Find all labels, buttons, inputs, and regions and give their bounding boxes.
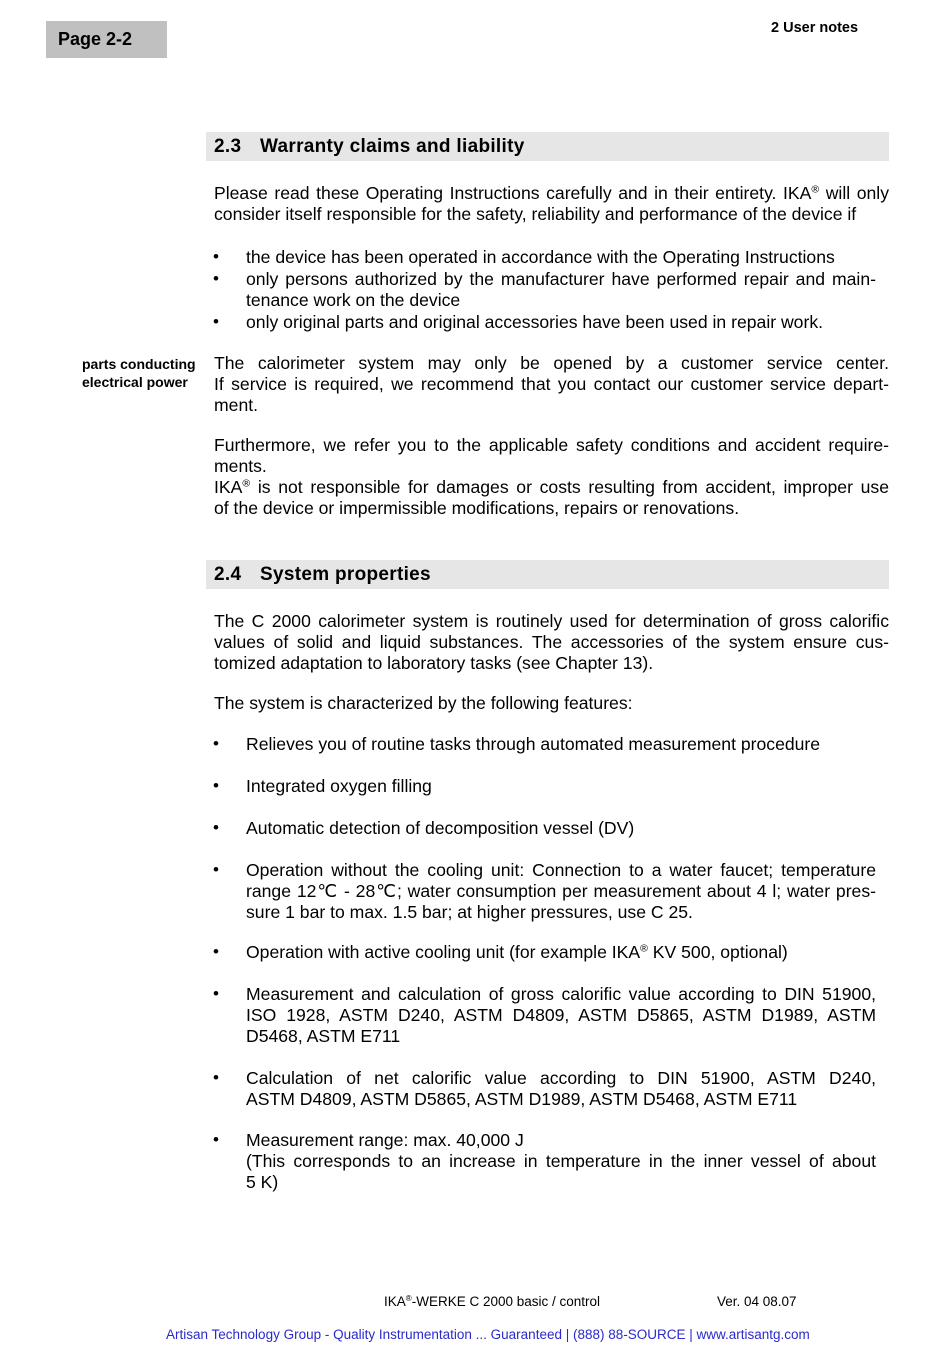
footer-version: Ver. 04 08.07 <box>717 1294 797 1309</box>
paragraph-line: ment. <box>214 395 259 415</box>
bullet-item-line: Integrated oxygen filling <box>246 776 432 796</box>
paragraph-line: consider itself responsible for the safety, reliability and performance of the device if <box>214 204 857 224</box>
bullet-icon: • <box>213 734 219 753</box>
bullet-item-line: only original parts and original accessories have been used in repair work. <box>246 312 824 332</box>
bullet-item-line: sure 1 bar to max. 1.5 bar; at higher pressures, use C 25. <box>246 902 693 922</box>
paragraph-line: values of solid and liquid substances. The accessories of the system ensure cus- <box>214 632 889 652</box>
paragraph-line: IKA® is not responsible for damages or costs resulting from accident, improper use <box>214 477 889 497</box>
paragraph-line: tomized adaptation to laboratory tasks (see Chapter 13). <box>214 653 654 673</box>
paragraph-line: ments. <box>214 456 267 476</box>
paragraph-line: The calorimeter system may only be opened by a customer service center. <box>214 353 889 373</box>
bullet-icon: • <box>213 818 219 837</box>
section-heading-2-3 <box>206 132 889 161</box>
section-title: Warranty claims and liability <box>260 136 525 157</box>
margin-note <box>82 355 196 391</box>
bullet-item-line: ISO 1928, ASTM D240, ASTM D4809, ASTM D5865, ASTM D1989, ASTM <box>246 1005 876 1025</box>
bullet-icon: • <box>213 984 219 1003</box>
chapter-title: 2 User notes <box>771 20 859 36</box>
margin-note-line: parts conducting <box>82 356 196 372</box>
bullet-item-line: D5468, ASTM E711 <box>246 1026 401 1046</box>
paragraph-line: If service is required, we recommend that you contact our customer service depart- <box>214 374 889 394</box>
bullet-item-line: ASTM D4809, ASTM D5865, ASTM D1989, ASTM D5468, ASTM E711 <box>246 1089 798 1109</box>
section-title: System properties <box>260 564 431 585</box>
bullet-item-line: range 12℃ - 28℃; water consumption per measurement about 4 l; water pres- <box>246 881 876 901</box>
bullet-item-line: Automatic detection of decomposition vessel (DV) <box>246 818 635 838</box>
paragraph-line: The C 2000 calorimeter system is routinely used for determination of gross calorific <box>214 611 889 631</box>
footer-link[interactable]: Artisan Technology Group - Quality Instrumentation ... Guaranteed | (888) 88-SOURCE | www.artisantg.com <box>166 1327 810 1342</box>
bullet-item-line: 5 K) <box>246 1172 279 1192</box>
section-heading-2-4 <box>206 560 889 589</box>
bullet-icon: • <box>213 1130 219 1149</box>
paragraph-line: of the device or impermissible modifications, repairs or renovations. <box>214 498 740 518</box>
bullet-item-line: Relieves you of routine tasks through automated measurement procedure <box>246 734 821 754</box>
bullet-item-line: Measurement and calculation of gross calorific value according to DIN 51900, <box>246 984 876 1004</box>
bullet-icon: • <box>213 269 219 288</box>
section-number: 2.4 <box>214 564 242 585</box>
margin-note-line: electrical power <box>82 374 188 390</box>
bullet-icon: • <box>213 942 219 961</box>
bullet-icon: • <box>213 247 219 266</box>
paragraph-line: Please read these Operating Instructions carefully and in their entirety. IKA® will only <box>214 183 889 203</box>
bullet-item-line: the device has been operated in accordance with the Operating Instructions <box>246 247 835 267</box>
paragraph-line: Furthermore, we refer you to the applicable safety conditions and accident require- <box>214 435 889 455</box>
bullet-icon: • <box>213 776 219 795</box>
section-number: 2.3 <box>214 136 242 157</box>
footer-product: IKA®-WERKE C 2000 basic / control <box>384 1294 601 1309</box>
bullet-item-line: tenance work on the device <box>246 290 461 310</box>
paragraph-line: The system is characterized by the following features: <box>214 693 633 713</box>
bullet-icon: • <box>213 1068 219 1087</box>
bullet-item-line: Operation with active cooling unit (for example IKA® KV 500, optional) <box>246 942 788 962</box>
bullet-item-line: (This corresponds to an increase in temperature in the inner vessel of about <box>246 1151 876 1171</box>
bullet-item-line: Measurement range: max. 40,000 J <box>246 1130 524 1150</box>
bullet-icon: • <box>213 312 219 331</box>
bullet-icon: • <box>213 860 219 879</box>
page-number-label: Page 2-2 <box>46 21 167 58</box>
bullet-item-line: Calculation of net calorific value according to DIN 51900, ASTM D240, <box>246 1068 876 1088</box>
bullet-item-line: only persons authorized by the manufacturer have performed repair and main- <box>246 269 876 289</box>
bullet-item-line: Operation without the cooling unit: Connection to a water faucet; temperature <box>246 860 876 880</box>
